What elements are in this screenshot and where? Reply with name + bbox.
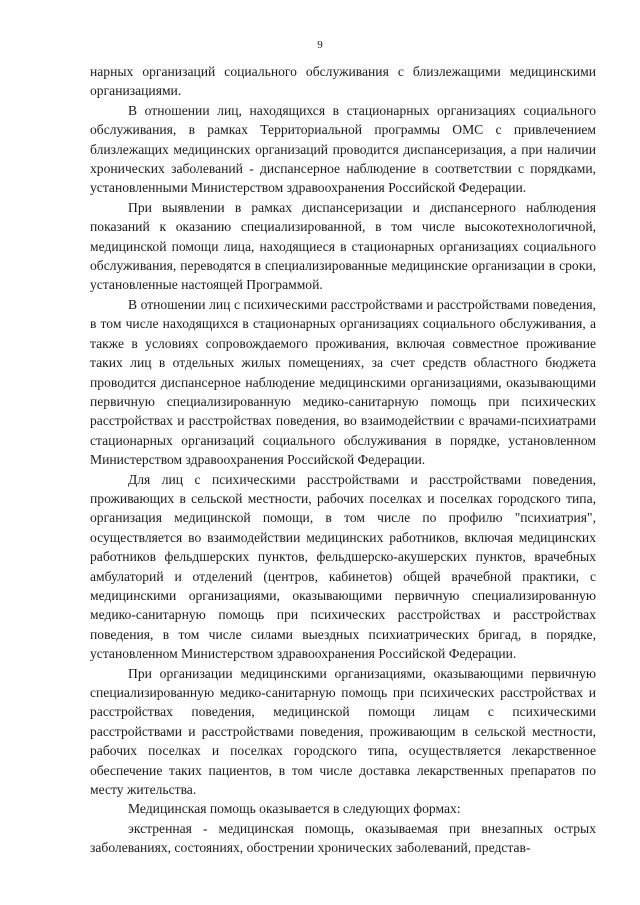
paragraph-drug-provision: При организации медицинскими организациями, оказывающими первичную специализированную медико-санитарную помощь при психических расстройствах и расстройствах поведения, медицинской помощи лицам с психическими расстройствами и расстройствами поведения, проживающим в сельской местности, рабочих поселках и поселках городского типа, осуществляется лекарственное обеспечение таких пациентов, в том числе доставка лекарственных препаратов по месту жительства. <box>90 665 596 798</box>
paragraph-care-forms-intro: Медицинская помощь оказывается в следующих формах: <box>128 801 461 817</box>
paragraph-emergency-care: экстренная - медицинская помощь, оказываемая при внезапных острых заболеваниях, состояниях, обострении хронических заболеваний, представ- <box>90 820 596 856</box>
paragraph-rural-psychiatry: Для лиц с психическими расстройствами и расстройствами поведения, проживающих в сельской местности, рабочих поселках и поселках городского типа, организация медицинской помощи, в том числе по профилю "психиатрия", осуществляется во взаимодействии медицинских работников, включая медицинских работников фельдшерских пунктов, фельдшерско-акушерских пунктов, врачебных амбулаторий и отделений (центров, кабинетов) общей врачебной практики, с медицинскими организациями, оказывающими первичную специализированную медико-санитарную помощь при психических расстройствах и расстройствах поведения, в том числе силами выездных психиатрических бригад, в порядке, установленном Министерством здравоохранения Российской Федерации. <box>90 471 596 662</box>
paragraph-social-service-dispensary: В отношении лиц, находящихся в стационарных организациях социального обслуживания, в рамках Территориальной программы ОМС с привлечением близлежащих медицинских организаций проводится диспансеризация, а при наличии хронических заболеваний - диспансерное наблюдение в соответствии с порядками, установленными Министерством здравоохранения Российской Федерации. <box>90 102 596 196</box>
page-number: 9 <box>317 39 323 51</box>
paragraph-continuation: нарных организаций социального обслуживания с близлежащими медицинскими организациями. <box>90 64 596 99</box>
paragraph-mental-disorders-observation: В отношении лиц с психическими расстройствами и расстройствами поведения, в том числе находящихся в стационарных организациях социального обслуживания, а также в условиях сопровождаемого проживания, включая совместное проживание таких лиц в отдельных жилых помещениях, за счет средств областного бюджета проводится диспансерное наблюдение медицинскими организациями, оказывающими первичную специализированную медико-санитарную помощь при психических расстройствах и расстройствах поведения, во взаимодействии с врачами-психиатрами стационарных организаций социального обслуживания в порядке, установленном Министерством здравоохранения Российской Федерации. <box>90 296 596 468</box>
paragraph-specialized-referral: При выявлении в рамках диспансеризации и диспансерного наблюдения показаний к оказанию специализированной, в том числе высокотехнологичной, медицинской помощи лица, находящиеся в стационарных организациях социального обслуживания, переводятся в специализированные медицинские организации в сроки, установленные настоящей Программой. <box>90 199 596 293</box>
document-body <box>90 62 596 858</box>
